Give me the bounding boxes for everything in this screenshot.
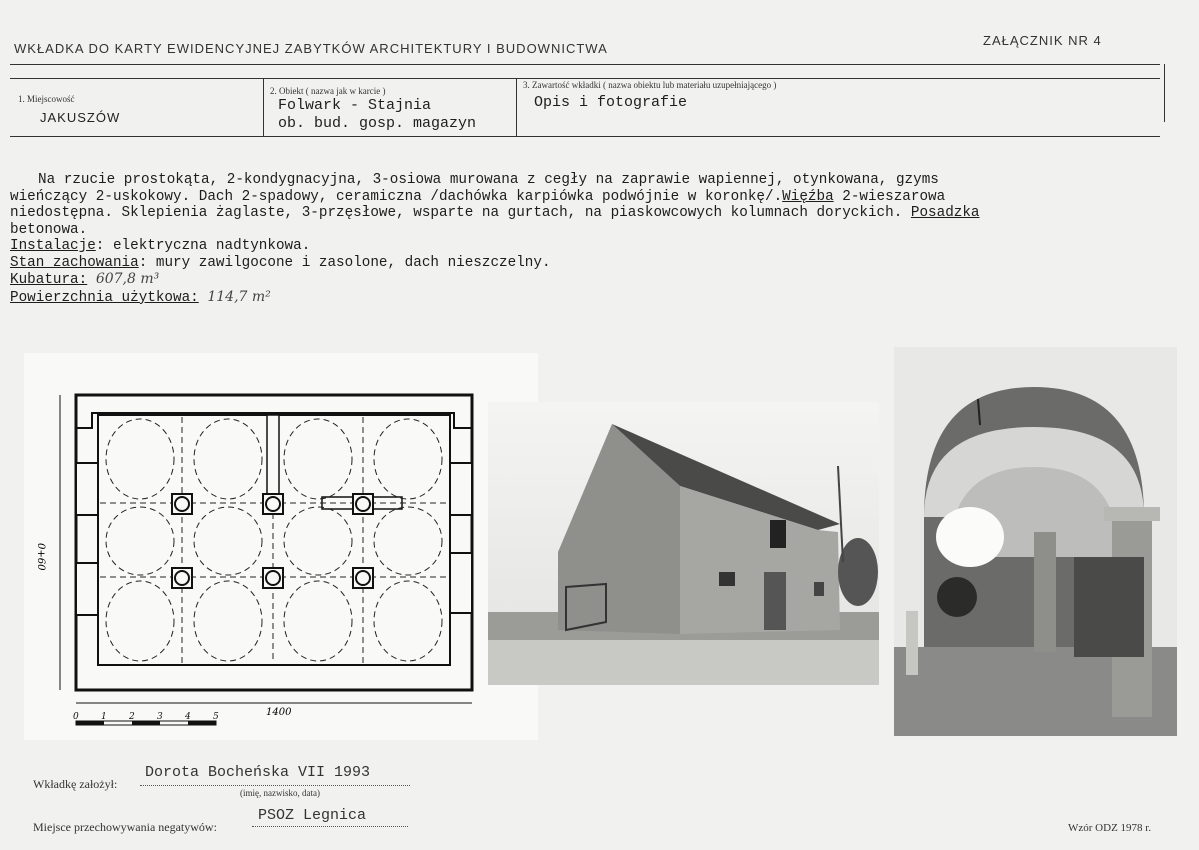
bottom-rule xyxy=(10,136,1160,137)
right-rule xyxy=(1164,64,1165,122)
condition-label: Stan zachowania xyxy=(10,254,139,271)
volume-line xyxy=(10,271,1150,289)
scale-2: 2 xyxy=(129,712,135,722)
template-code: Wzór ODZ 1978 r. xyxy=(1068,822,1152,834)
volume-value: 607,8 m³ xyxy=(95,271,160,287)
mid-rule xyxy=(10,78,1160,79)
form-title: WKŁADKA DO KARTY EWIDENCYJNEJ ZABYTKÓW ARCHITEKTURY I BUDOWNICTWA xyxy=(14,41,608,56)
storage-line xyxy=(252,826,408,827)
condition-value: : mury zawilgocone i zasolone, dach nieszczelny. xyxy=(138,254,551,271)
desc-line-2a: wieńczący 2-uskokowy. Dach 2-spadowy, ceramiczna /dachówka karpiówka podwójnie w koronkę/. xyxy=(10,188,783,205)
description-block xyxy=(10,172,1150,306)
content-label: 3. Zawartość wkładki ( nazwa obiektu lub materiału uzupełniającego ) xyxy=(523,80,777,90)
area-line xyxy=(10,289,1150,307)
desc-line-4: betonowa. xyxy=(10,221,88,238)
scale-1: 1 xyxy=(101,712,107,722)
plan-dim-vertical: 0+60 xyxy=(35,543,46,571)
scale-4: 4 xyxy=(185,712,191,722)
author-label: Wkładkę założył: xyxy=(33,777,118,791)
desc-line-1: Na rzucie prostokąta, 2-kondygnacyjna, 3-osiowa murowana z cegły na zaprawie wapiennej, otynkowana, gzyms xyxy=(38,172,939,188)
floor-plan-drawing xyxy=(24,353,538,740)
desc-line-2c: 2-wieszarowa xyxy=(833,188,946,205)
floor-plan-photo xyxy=(24,353,538,740)
desc-line-3a: niedostępna. Sklepienia żaglaste, 3-przęsłowe, wsparte na gurtach, na piaskowcowych kolumnach doryckich. xyxy=(10,205,903,221)
barn-exterior-photo xyxy=(488,402,879,685)
object-value-2: ob. bud. gosp. magazyn xyxy=(278,115,477,132)
author-value: Dorota Bocheńska VII 1993 xyxy=(145,764,371,781)
install-line xyxy=(10,238,1150,255)
plan-dim-horizontal: 1400 xyxy=(266,707,292,718)
place-value: JAKUSZÓW xyxy=(40,110,121,125)
stable-interior-photo xyxy=(894,347,1177,736)
desc-line-2 xyxy=(10,189,1150,206)
scale-0: 0 xyxy=(73,712,79,722)
area-value: 114,7 m² xyxy=(207,288,271,305)
install-label: Instalacje xyxy=(10,238,96,254)
field-divider-2 xyxy=(516,78,517,136)
author-line xyxy=(140,785,410,786)
desc-line-3 xyxy=(10,205,1150,222)
object-label: 2. Obiekt ( nazwa jak w karcie ) xyxy=(270,86,386,96)
storage-label: Miejsce przechowywania negatywów: xyxy=(33,820,217,834)
attachment-number: ZAŁĄCZNIK NR 4 xyxy=(983,33,1102,48)
author-hint: (imię, nazwisko, data) xyxy=(240,788,320,798)
condition-line xyxy=(10,255,1150,272)
area-label: Powierzchnia użytkowa: xyxy=(10,289,199,306)
storage-value: PSOZ Legnica xyxy=(258,807,367,824)
scale-3: 3 xyxy=(157,712,163,722)
volume-label: Kubatura: xyxy=(10,272,88,288)
content-value: Opis i fotografie xyxy=(534,94,688,111)
install-value: : elektryczna nadtynkowa. xyxy=(95,238,311,254)
field-divider-1 xyxy=(263,78,264,136)
place-label: 1. Miejscowość xyxy=(18,94,75,104)
top-rule xyxy=(10,64,1160,65)
object-value-1: Folwark - Stajnia xyxy=(278,97,432,114)
floor-label: Posadzka xyxy=(910,205,980,221)
roof-truss-label: Więźba xyxy=(782,188,834,205)
scale-5: 5 xyxy=(213,712,219,722)
